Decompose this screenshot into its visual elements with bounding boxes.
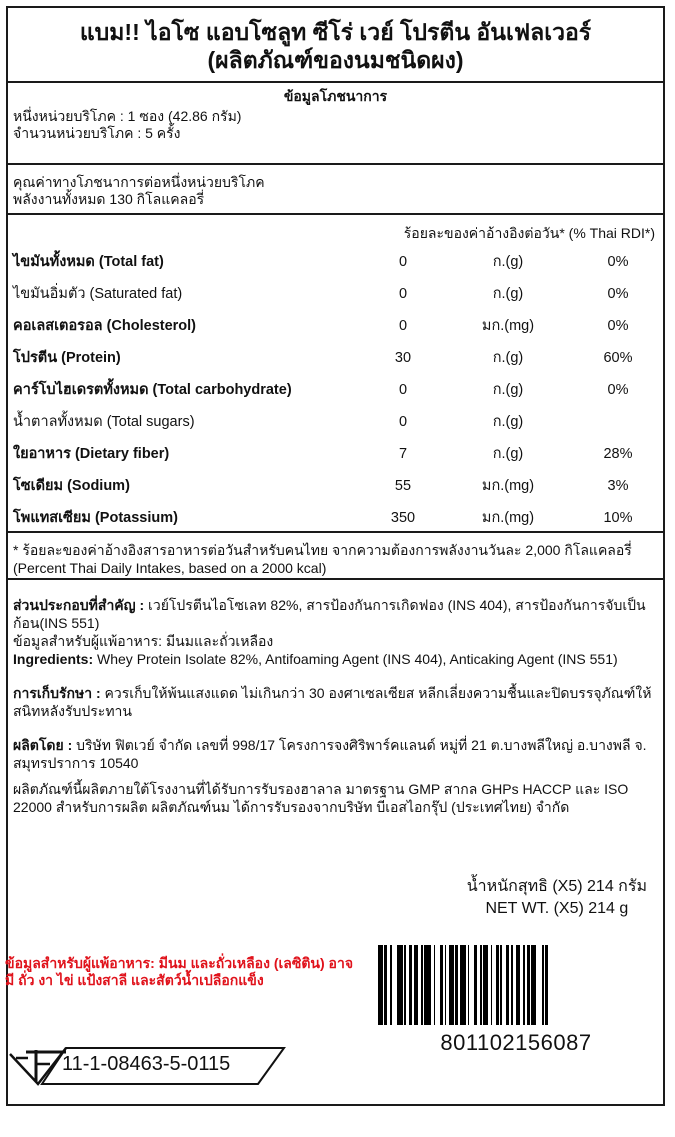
nutrition-label (6, 6, 665, 1106)
certification-info: ผลิตภัณฑ์นี้ผลิตภายใต้โรงงานที่ได้รับการรับรองฮาลาล มาตรฐาน GMP สากล GHPs HACCP และ ISO 22000 สำหรับการผลิต ผลิตภัณฑ์นม ได้การรับรองจากบริษัท บีเอสไอกรุ๊ป (ประเทศไทย) จำกัด (13, 781, 629, 815)
net-weight (467, 876, 647, 920)
divider (8, 578, 663, 580)
nutrient-rdi: 0% (607, 382, 629, 398)
ingredients-en-label: Ingredients: (13, 651, 94, 667)
manufacturer-info (13, 736, 658, 772)
nutrient-name: ไขมันทั้งหมด (Total fat) (13, 254, 164, 270)
nutrient-name: คอเลสเตอรอล (Cholesterol) (13, 318, 197, 334)
net-weight-en: NET WT. (X5) 214 g (485, 900, 629, 917)
nutrient-amount: 0 (398, 318, 408, 334)
net-weight-th: น้ำหนักสุทธิ (X5) 214 กรัม (466, 878, 647, 895)
divider (8, 81, 663, 83)
ingredients-en-text: Whey Protein Isolate 82%, Antifoaming Agent (INS 404), Anticaking Agent (INS 551) (93, 651, 618, 667)
barcode-number: 801102156087 (440, 1030, 592, 1055)
nutrient-row (8, 502, 663, 534)
nutrient-amount: 0 (398, 254, 408, 270)
nutrient-row (8, 470, 663, 502)
nutrient-rdi: 0% (607, 286, 629, 302)
nutrient-row (8, 310, 663, 342)
serving-info (8, 108, 663, 142)
nutrient-unit: ก.(g) (492, 254, 524, 270)
nutrient-rdi: 28% (603, 446, 633, 462)
per-serving-info (8, 168, 663, 208)
nutrient-row (8, 278, 663, 310)
nutrient-row (8, 342, 663, 374)
nutrition-facts-heading: ข้อมูลโภชนาการ (283, 88, 388, 104)
nutrient-name: โพแทสเซียม (Potassium) (13, 510, 178, 526)
nutrient-name: น้ำตาลทั้งหมด (Total sugars) (13, 414, 195, 430)
nutrient-rdi: 60% (603, 350, 633, 366)
manufacturer-text: บริษัท ฟิตเวย์ จำกัด เลขที่ 998/17 โครงการจงศิริพาร์คแลนด์ หมู่ที่ 21 ต.บางพลีใหญ่ อ.บางพลี จ. สมุทรปราการ 10540 (13, 737, 647, 771)
product-title (8, 8, 663, 83)
nutrient-amount: 0 (398, 382, 408, 398)
nutrient-amount: 0 (398, 414, 408, 430)
fda-registration-number: 11-1-08463-5-0115 (62, 1053, 231, 1075)
product-title-line1: แบม!! ไอโซ แอบโซลูท ซีโร่ เวย์ โปรตีน อันเฟลเวอร์ (79, 19, 592, 45)
servings-per-container: จำนวนหน่วยบริโภค : 5 ครั้ง (13, 125, 181, 141)
ingredients-en (13, 650, 658, 668)
nutrient-amount: 350 (390, 510, 416, 526)
divider (8, 163, 663, 165)
nutrient-row (8, 246, 663, 278)
nutrient-row (8, 438, 663, 470)
nutrient-unit: ก.(g) (492, 286, 524, 302)
total-energy: พลังงานทั้งหมด 130 กิโลแคลอรี่ (13, 191, 205, 207)
nutrient-unit: ก.(g) (492, 382, 524, 398)
rdi-column-header: ร้อยละของค่าอ้างอิงต่อวัน* (% Thai RDI*) (403, 225, 655, 241)
nutrient-unit: ก.(g) (492, 414, 524, 430)
nutrient-name: คาร์โบไฮเดรตทั้งหมด (Total carbohydrate) (13, 382, 292, 398)
nutrient-rdi: 0% (607, 254, 629, 270)
nutrient-row (8, 374, 663, 406)
ingredients-th-text: เวย์โปรตีนไอโซเลท 82%, สารป้องกันการเกิดฟอง (INS 404), สารป้องกันการจับเป็นก้อน(INS 551) (13, 597, 646, 631)
nutrient-rdi: 0% (607, 318, 629, 334)
manufacturer-label: ผลิตโดย : (13, 737, 73, 753)
storage-info (13, 684, 658, 720)
nutrient-unit: ก.(g) (492, 446, 524, 462)
nutrient-name: ใยอาหาร (Dietary fiber) (13, 446, 170, 462)
allergy-warning: ข้อมูลสำหรับผู้แพ้อาหาร: มีนม และถั่วเหลือง (เลซิติน) อาจมี ถั่ว งา ไข่ แป้งสาลี และสัตว์น้ำเปลือกแข็ง (5, 955, 354, 988)
storage-text: ควรเก็บให้พ้นแสงแดด ไม่เกินกว่า 30 องศาเซลเซียส หลีกเลี่ยงความชื้นและปิดบรรจุภัณฑ์ให้สนิทหลังรับประทาน (13, 685, 652, 719)
per-serving-label: คุณค่าทางโภชนาการต่อหนึ่งหน่วยบริโภค (13, 174, 265, 190)
barcode-icon (378, 945, 654, 1025)
nutrient-name: โปรตีน (Protein) (13, 350, 121, 366)
ingredients-th (13, 596, 658, 632)
nutrient-rdi: 3% (607, 478, 629, 494)
nutrient-unit: ก.(g) (492, 350, 524, 366)
nutrient-row (8, 406, 663, 438)
nutrient-unit: มก.(mg) (481, 510, 535, 526)
nutrient-amount: 30 (394, 350, 412, 366)
divider (8, 213, 663, 215)
rdi-footnote: * ร้อยละของค่าอ้างอิงสารอาหารต่อวันสำหรับคนไทย จากความต้องการพลังงานวันละ 2,000 กิโลแคลอรี่ (Percent Thai Daily Intakes, based on a 2000 kcal) (13, 542, 632, 576)
nutrient-amount: 0 (398, 286, 408, 302)
nutrient-unit: มก.(mg) (481, 478, 535, 494)
product-title-line2: (ผลิตภัณฑ์ของนมชนิดผง) (207, 47, 464, 73)
nutrient-name: ไขมันอิ่มตัว (Saturated fat) (13, 286, 183, 302)
nutrient-unit: มก.(mg) (481, 318, 535, 334)
ingredients-section (8, 582, 663, 816)
storage-label: การเก็บรักษา : (13, 685, 101, 701)
nutrient-amount: 55 (394, 478, 412, 494)
nutrient-amount: 7 (398, 446, 408, 462)
serving-size: หนึ่งหน่วยบริโภค : 1 ซอง (42.86 กรัม) (13, 108, 242, 124)
divider (8, 531, 663, 533)
nutrient-name: โซเดียม (Sodium) (13, 478, 130, 494)
nutrient-rdi: 10% (603, 510, 633, 526)
allergen-info: ข้อมูลสำหรับผู้แพ้อาหาร: มีนมและถั่วเหลือง (13, 633, 274, 649)
ingredients-th-label: ส่วนประกอบที่สำคัญ : (13, 597, 145, 613)
